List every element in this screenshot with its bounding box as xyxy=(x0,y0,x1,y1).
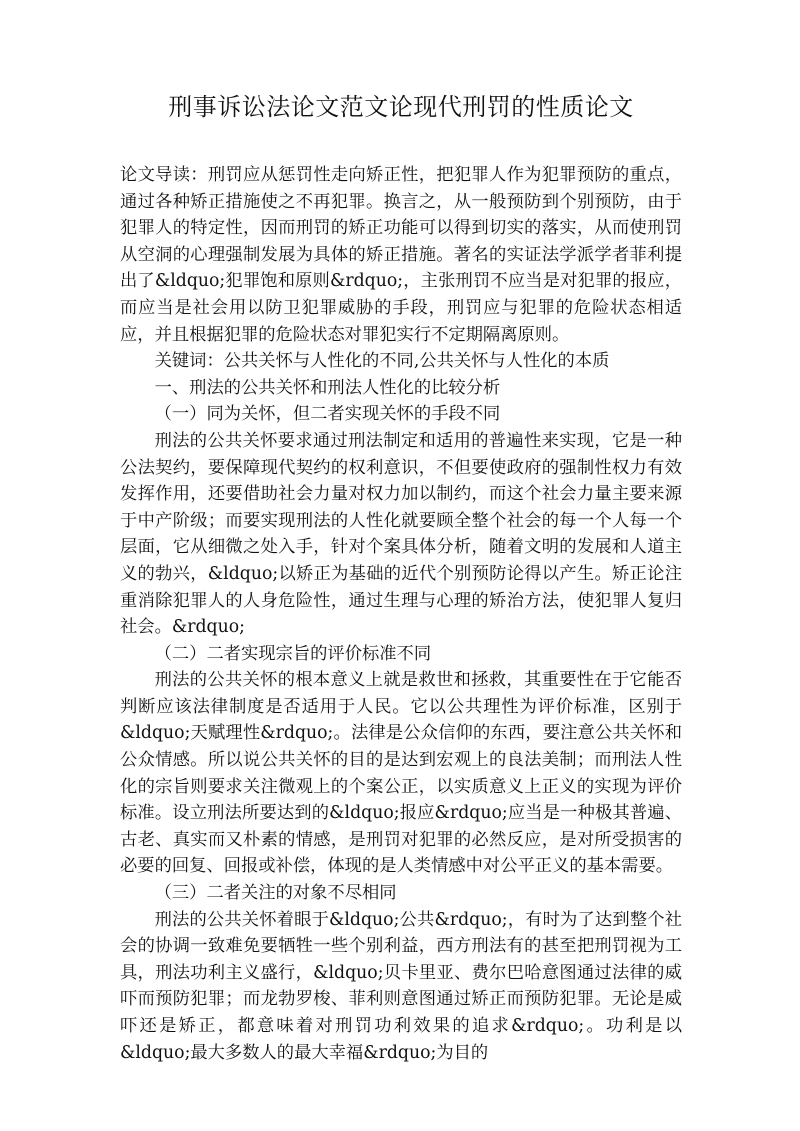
paragraph: （一）同为关怀，但二者实现关怀的手段不同 xyxy=(154,404,501,425)
paragraph: 刑法的公共关怀着眼于&ldquo;公共&rdquo;，有时为了达到整个社会的协调一致难免要牺牲一些个别利益，西方刑法有的甚至把刑罚视为工具，刑法功利主义盛行，&ldquo;贝卡里亚、费尔巴哈意图通过法律的威吓而预防犯罪；而龙勃罗梭、菲利则意图通过矫正而预防犯罪。无论是威吓还是矫正，都意味着对刑罚功利效果的追求&rdquo;。功利是以&ldquo;最大多数人的最大幸福&rdquo;为目的 xyxy=(120,909,682,1063)
paragraph: 一、刑法的公共关怀和刑法人性化的比较分析 xyxy=(154,377,501,398)
paragraph: 刑法的公共关怀要求通过刑法制定和适用的普遍性来实现，它是一种公法契约，要保障现代契约的权利意识，不但要使政府的强制性权力有效发挥作用，还要借助社会力量对权力加以制约，而这个社会力量主要来源于中产阶级；而要实现刑法的人性化就要顾全整个社会的每一个人每一个层面，它从细微之处入手，针对个案具体分析，随着文明的发展和人道主义的勃兴，&ldquo;以矫正为基础的近代个别预防论得以产生。矫正论注重消除犯罪人的人身危险性，通过生理与心理的矫治方法，使犯罪人复归社会。&rdquo; xyxy=(120,430,682,638)
paragraph: 刑法的公共关怀的根本意义上就是救世和拯救，其重要性在于它能否判断应该法律制度是否适用于人民。它以公共理性为评价标准，区别于&ldquo;天赋理性&rdquo;。法律是公众信仰的东西，要注意公共关怀和公众情感。所以说公共关怀的目的是达到宏观上的良法美制；而刑法人性化的宗旨则要求关注微观上的个案公正，以实质意义上正义的实现为评价标准。设立刑法所要达到的&ldquo;报应&rdquo;应当是一种极其普遍、古老、真实而又朴素的情感，是刑罚对犯罪的必然反应，是对所受损害的必要的回复、回报或补偿，体现的是人类情感中对公平正义的基本需要。 xyxy=(120,670,682,877)
paragraph: 关键词：公共关怀与人性化的不同,公共关怀与人性化的本质 xyxy=(154,351,610,372)
paragraph: （二）二者实现宗旨的评价标准不同 xyxy=(154,643,432,664)
document-body xyxy=(120,162,682,1066)
paragraph: 论文导读：刑罚应从惩罚性走向矫正性，把犯罪人作为犯罪预防的重点，通过各种矫正措施使之不再犯罪。换言之，从一般预防到个别预防，由于犯罪人的特定性，因而刑罚的矫正功能可以得到切实的落实，从而使刑罚从空洞的心理强制发展为具体的矫正措施。著名的实证法学派学者菲利提出了&ldquo;犯罪饱和原则&rdquo;，主张刑罚不应当是对犯罪的报应，而应当是社会用以防卫犯罪威胁的手段，刑罚应与犯罪的危险状态相适应，并且根据犯罪的危险状态对罪犯实行不定期隔离原则。 xyxy=(120,165,682,345)
paragraph: （三）二者关注的对象不尽相同 xyxy=(154,883,397,904)
page-title: 刑事诉讼法论文范文论现代刑罚的性质论文 xyxy=(168,93,634,121)
